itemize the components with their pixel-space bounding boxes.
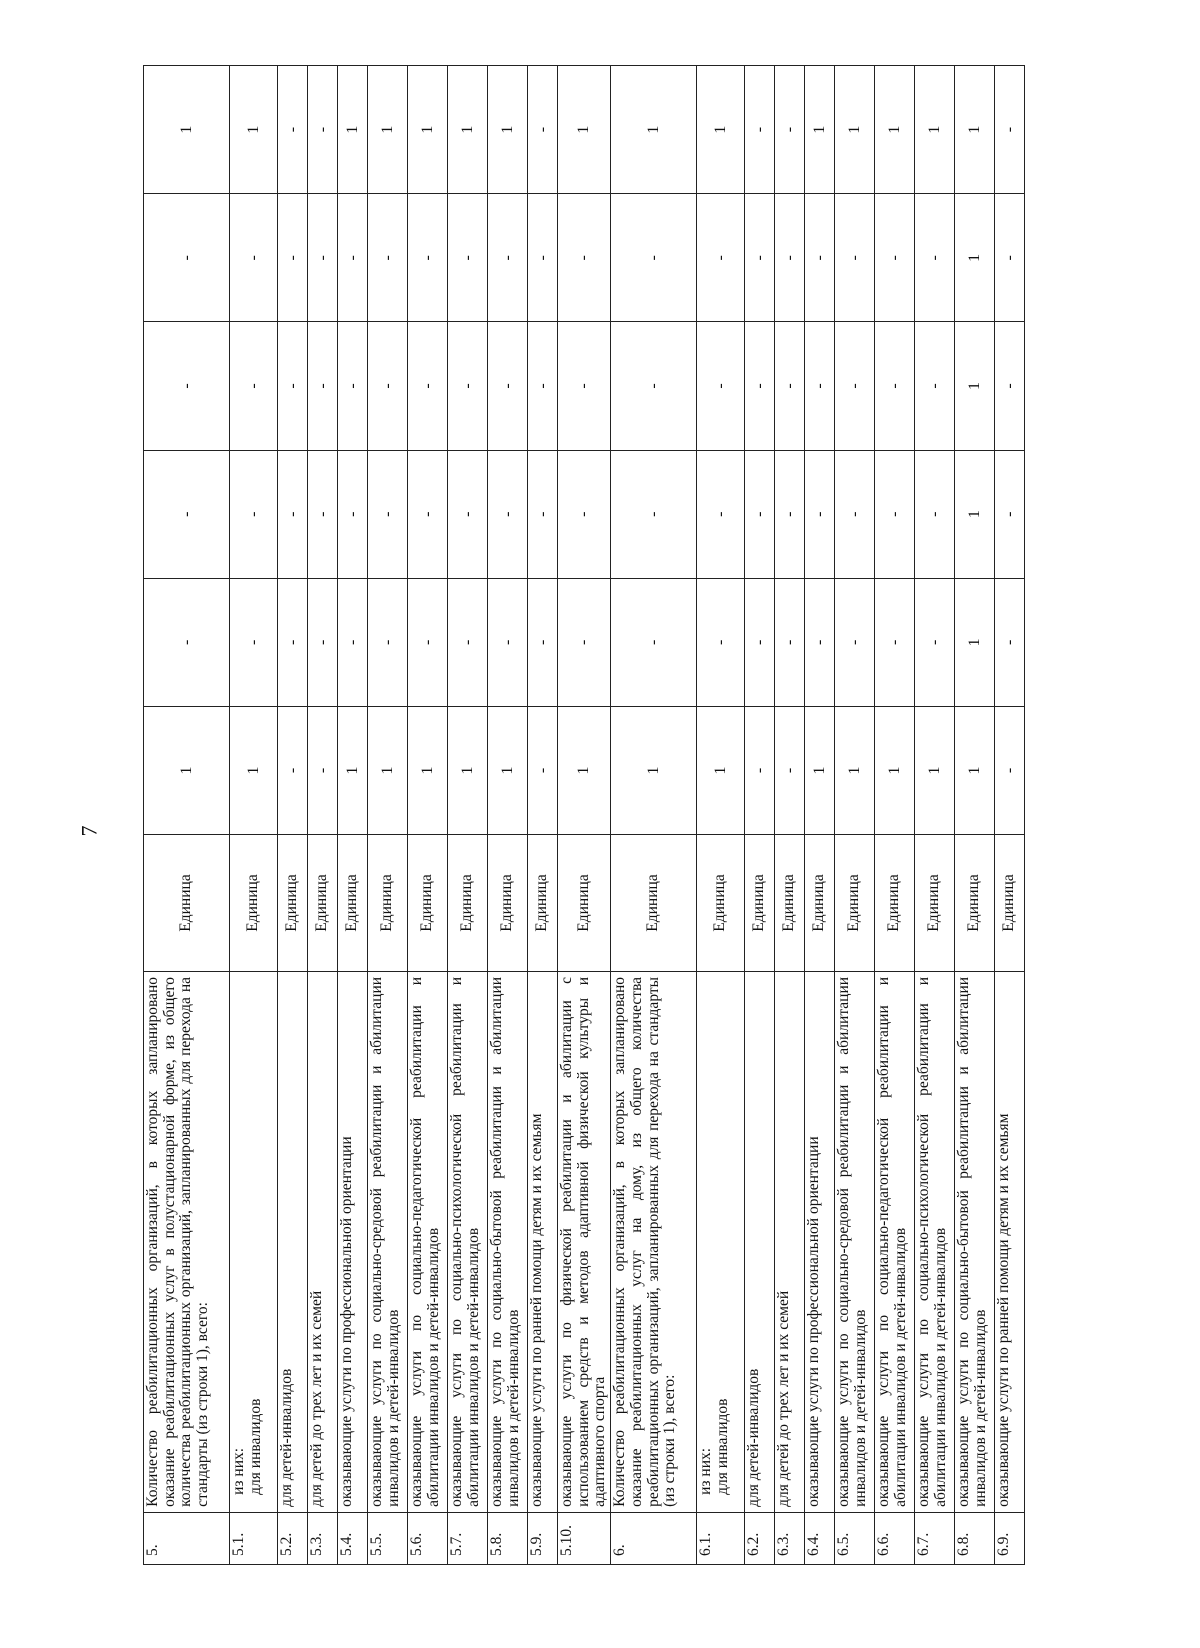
row-number: 5.3. (308, 1512, 338, 1564)
value-cell-c4: - (915, 322, 955, 450)
value-cell-c1: 1 (144, 706, 230, 834)
value-cell-c1: 1 (368, 706, 408, 834)
value-cell-c6: 1 (915, 66, 955, 194)
value-cell-c1: - (995, 706, 1025, 834)
row-number: 5.2. (278, 1512, 308, 1564)
value-cell-c5: - (697, 194, 745, 322)
value-cell-c4: - (875, 322, 915, 450)
value-cell-c2: - (835, 578, 875, 706)
value-cell-c2: - (528, 578, 558, 706)
value-cell-c6: - (995, 66, 1025, 194)
value-cell-c6: 1 (338, 66, 368, 194)
value-cell-c1: 1 (488, 706, 528, 834)
row-unit: Единица (408, 835, 448, 972)
value-cell-c6: - (745, 66, 775, 194)
row-unit: Единица (995, 835, 1025, 972)
row-number: 6.5. (835, 1512, 875, 1564)
value-cell-c1: - (528, 706, 558, 834)
value-cell-c2: - (230, 578, 278, 706)
row-description: Количество реабилитационных организаций, в которых запланировано оказание реабилитационных услуг на дому, из общего количества реабилитационных организаций, запланированных для перехода на стандарты (из строки 1), всего: (611, 971, 697, 1512)
row-number: 6.1. (697, 1512, 745, 1564)
row-unit: Единица (488, 835, 528, 972)
value-cell-c4: - (775, 322, 805, 450)
value-cell-c5: - (915, 194, 955, 322)
row-number: 6.3. (775, 1512, 805, 1564)
row-description: для детей до трех лет и их семей (775, 971, 805, 1512)
value-cell-c6: - (528, 66, 558, 194)
value-cell-c3: - (805, 450, 835, 578)
row-number: 5.9. (528, 1512, 558, 1564)
value-cell-c2: - (558, 578, 611, 706)
value-cell-c1: 1 (835, 706, 875, 834)
value-cell-c2: - (775, 578, 805, 706)
value-cell-c1: 1 (408, 706, 448, 834)
row-description-item: для инвалидов (246, 1398, 264, 1495)
value-cell-c1: 1 (230, 706, 278, 834)
value-cell-c3: - (745, 450, 775, 578)
value-cell-c5: - (308, 194, 338, 322)
row-unit: Единица (338, 835, 368, 972)
value-cell-c5: - (338, 194, 368, 322)
value-cell-c1: 1 (805, 706, 835, 834)
value-cell-c5: - (805, 194, 835, 322)
row-description: Количество реабилитационных организаций, в которых запланировано оказание реабилитационных услуг в полустационарной форме, из общего количества реабилитационных организаций, запланированных для перехода на стандарты (из строки 1), всего: (144, 971, 230, 1512)
table-row (144, 66, 230, 1565)
value-cell-c1: 1 (338, 706, 368, 834)
row-number: 6.4. (805, 1512, 835, 1564)
row-description-item: для инвалидов (713, 1398, 731, 1495)
value-cell-c4: - (745, 322, 775, 450)
row-unit: Единица (448, 835, 488, 972)
value-cell-c6: 1 (955, 66, 995, 194)
table-row (955, 66, 995, 1565)
value-cell-c3: - (611, 450, 697, 578)
rotated-page (143, 65, 1163, 1565)
value-cell-c5: - (408, 194, 448, 322)
row-description (230, 971, 278, 1512)
value-cell-c5: - (144, 194, 230, 322)
value-cell-c1: 1 (611, 706, 697, 834)
value-cell-c1: 1 (915, 706, 955, 834)
value-cell-c2: - (278, 578, 308, 706)
row-description (697, 971, 745, 1512)
value-cell-c6: 1 (488, 66, 528, 194)
data-table (143, 65, 1025, 1565)
value-cell-c1: 1 (875, 706, 915, 834)
row-description: оказывающие услуги по профессиональной ориентации (805, 971, 835, 1512)
value-cell-c5: - (368, 194, 408, 322)
table-row (835, 66, 875, 1565)
value-cell-c4: - (558, 322, 611, 450)
row-number: 5.5. (368, 1512, 408, 1564)
value-cell-c3: - (408, 450, 448, 578)
table-row (368, 66, 408, 1565)
value-cell-c5: - (611, 194, 697, 322)
row-unit: Единица (528, 835, 558, 972)
page-number: 7 (76, 825, 102, 837)
value-cell-c3: - (995, 450, 1025, 578)
value-cell-c3: - (775, 450, 805, 578)
value-cell-c2: - (805, 578, 835, 706)
row-description-lead: из них: (230, 1447, 247, 1495)
value-cell-c6: 1 (144, 66, 230, 194)
row-number: 5.10. (558, 1512, 611, 1564)
value-cell-c1: 1 (955, 706, 995, 834)
value-cell-c5: - (488, 194, 528, 322)
row-number: 5. (144, 1512, 230, 1564)
table-row (278, 66, 308, 1565)
row-unit: Единица (144, 835, 230, 972)
row-number: 6.8. (955, 1512, 995, 1564)
value-cell-c5: - (835, 194, 875, 322)
value-cell-c4: - (611, 322, 697, 450)
row-number: 5.4. (338, 1512, 368, 1564)
row-unit: Единица (835, 835, 875, 972)
value-cell-c4: 1 (955, 322, 995, 450)
value-cell-c2: - (875, 578, 915, 706)
value-cell-c4: - (448, 322, 488, 450)
row-number: 6.9. (995, 1512, 1025, 1564)
value-cell-c3: - (915, 450, 955, 578)
row-number: 6. (611, 1512, 697, 1564)
value-cell-c4: - (230, 322, 278, 450)
row-unit: Единица (875, 835, 915, 972)
value-cell-c5: - (745, 194, 775, 322)
value-cell-c2: - (144, 578, 230, 706)
value-cell-c3: - (144, 450, 230, 578)
value-cell-c3: - (230, 450, 278, 578)
value-cell-c6: - (775, 66, 805, 194)
row-description-lead: из них: (697, 1447, 715, 1495)
table-row (528, 66, 558, 1565)
value-cell-c6: 1 (611, 66, 697, 194)
table-row (915, 66, 955, 1565)
table-row (558, 66, 611, 1565)
value-cell-c4: - (408, 322, 448, 450)
value-cell-c3: - (697, 450, 745, 578)
value-cell-c6: 1 (875, 66, 915, 194)
value-cell-c4: - (278, 322, 308, 450)
value-cell-c2: - (995, 578, 1025, 706)
row-unit: Единица (611, 835, 697, 972)
value-cell-c6: 1 (558, 66, 611, 194)
value-cell-c4: - (144, 322, 230, 450)
value-cell-c2: - (745, 578, 775, 706)
table-body (144, 66, 1025, 1565)
table-row (308, 66, 338, 1565)
value-cell-c4: - (338, 322, 368, 450)
value-cell-c3: - (835, 450, 875, 578)
row-number: 5.6. (408, 1512, 448, 1564)
row-description: оказывающие услуги по социально-средовой реабилитации и абилитации инвалидов и детей-инвалидов (835, 971, 875, 1512)
value-cell-c6: 1 (448, 66, 488, 194)
row-description: оказывающие услуги по ранней помощи детям и их семьям (995, 971, 1025, 1512)
value-cell-c2: - (338, 578, 368, 706)
table-row (448, 66, 488, 1565)
table-row (338, 66, 368, 1565)
row-description: оказывающие услуги по социально-педагогической реабилитации и абилитации инвалидов и детей-инвалидов (875, 971, 915, 1512)
value-cell-c2: - (915, 578, 955, 706)
value-cell-c5: - (230, 194, 278, 322)
value-cell-c1: 1 (448, 706, 488, 834)
row-description: оказывающие услуги по ранней помощи детям и их семьям (528, 971, 558, 1512)
value-cell-c2: - (408, 578, 448, 706)
value-cell-c1: - (308, 706, 338, 834)
table-row (745, 66, 775, 1565)
value-cell-c6: - (308, 66, 338, 194)
value-cell-c1: 1 (697, 706, 745, 834)
row-unit: Единица (745, 835, 775, 972)
row-number: 6.6. (875, 1512, 915, 1564)
value-cell-c3: - (558, 450, 611, 578)
value-cell-c5: - (995, 194, 1025, 322)
value-cell-c5: 1 (955, 194, 995, 322)
value-cell-c2: - (697, 578, 745, 706)
value-cell-c2: - (308, 578, 338, 706)
row-unit: Единица (955, 835, 995, 972)
value-cell-c4: - (835, 322, 875, 450)
value-cell-c1: 1 (558, 706, 611, 834)
row-unit: Единица (558, 835, 611, 972)
value-cell-c4: - (368, 322, 408, 450)
row-description: оказывающие услуги по социально-средовой реабилитации и абилитации инвалидов и детей-инвалидов (368, 971, 408, 1512)
value-cell-c4: - (995, 322, 1025, 450)
table-row (995, 66, 1025, 1565)
value-cell-c6: 1 (835, 66, 875, 194)
row-unit: Единица (368, 835, 408, 972)
row-unit: Единица (278, 835, 308, 972)
table-row (805, 66, 835, 1565)
value-cell-c2: - (488, 578, 528, 706)
value-cell-c6: 1 (368, 66, 408, 194)
row-description: оказывающие услуги по социально-бытовой реабилитации и абилитации инвалидов и детей-инвалидов (488, 971, 528, 1512)
row-unit: Единица (775, 835, 805, 972)
value-cell-c3: - (488, 450, 528, 578)
table-row (875, 66, 915, 1565)
value-cell-c3: - (338, 450, 368, 578)
row-description: оказывающие услуги по социально-педагогической реабилитации и абилитации инвалидов и детей-инвалидов (408, 971, 448, 1512)
table-row (697, 66, 745, 1565)
row-number: 6.7. (915, 1512, 955, 1564)
value-cell-c1: - (278, 706, 308, 834)
row-unit: Единица (230, 835, 278, 972)
value-cell-c6: 1 (408, 66, 448, 194)
row-description: оказывающие услуги по профессиональной ориентации (338, 971, 368, 1512)
row-unit: Единица (308, 835, 338, 972)
value-cell-c5: - (558, 194, 611, 322)
value-cell-c5: - (528, 194, 558, 322)
value-cell-c5: - (775, 194, 805, 322)
value-cell-c1: - (775, 706, 805, 834)
value-cell-c3: - (875, 450, 915, 578)
row-unit: Единица (805, 835, 835, 972)
value-cell-c1: - (745, 706, 775, 834)
row-description: оказывающие услуги по физической реабилитации и абилитации с использованием средств и методов адаптивной физической культуры и адаптивного спорта (558, 971, 611, 1512)
value-cell-c5: - (875, 194, 915, 322)
row-description: оказывающие услуги по социально-бытовой реабилитации и абилитации инвалидов и детей-инвалидов (955, 971, 995, 1512)
row-number: 5.7. (448, 1512, 488, 1564)
value-cell-c3: - (308, 450, 338, 578)
value-cell-c2: - (368, 578, 408, 706)
value-cell-c5: - (278, 194, 308, 322)
value-cell-c3: - (448, 450, 488, 578)
value-cell-c3: - (368, 450, 408, 578)
row-unit: Единица (697, 835, 745, 972)
value-cell-c6: 1 (697, 66, 745, 194)
value-cell-c4: - (697, 322, 745, 450)
table-row (488, 66, 528, 1565)
row-description: оказывающие услуги по социально-психологической реабилитации и абилитации инвалидов и детей-инвалидов (915, 971, 955, 1512)
table-row (408, 66, 448, 1565)
value-cell-c6: 1 (230, 66, 278, 194)
table-row (775, 66, 805, 1565)
row-unit: Единица (915, 835, 955, 972)
value-cell-c3: - (528, 450, 558, 578)
value-cell-c4: - (308, 322, 338, 450)
value-cell-c2: 1 (955, 578, 995, 706)
value-cell-c2: - (448, 578, 488, 706)
value-cell-c4: - (488, 322, 528, 450)
value-cell-c3: - (278, 450, 308, 578)
value-cell-c6: 1 (805, 66, 835, 194)
row-number: 6.2. (745, 1512, 775, 1564)
value-cell-c4: - (528, 322, 558, 450)
row-description: для детей до трех лет и их семей (308, 971, 338, 1512)
row-number: 5.1. (230, 1512, 278, 1564)
row-number: 5.8. (488, 1512, 528, 1564)
value-cell-c4: - (805, 322, 835, 450)
value-cell-c6: - (278, 66, 308, 194)
row-description: для детей-инвалидов (278, 971, 308, 1512)
value-cell-c5: - (448, 194, 488, 322)
row-description: для детей-инвалидов (745, 971, 775, 1512)
table-row (611, 66, 697, 1565)
row-description: оказывающие услуги по социально-психологической реабилитации и абилитации инвалидов и детей-инвалидов (448, 971, 488, 1512)
table-row (230, 66, 278, 1565)
value-cell-c3: 1 (955, 450, 995, 578)
value-cell-c2: - (611, 578, 697, 706)
